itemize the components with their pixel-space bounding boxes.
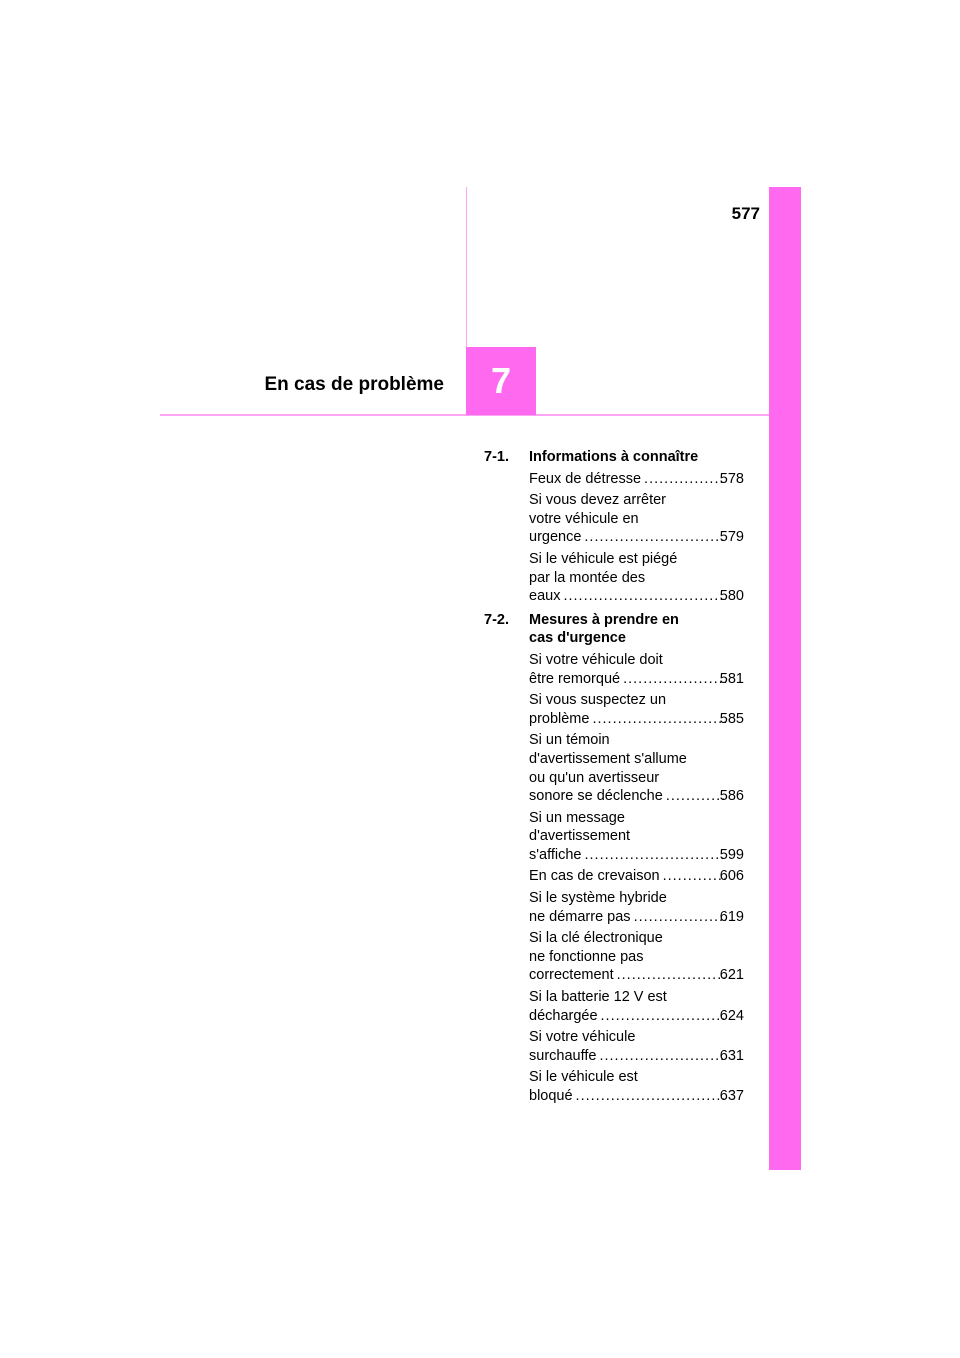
entry-page-number: 619	[719, 908, 744, 925]
entry-text-line: En cas de crevaison	[529, 868, 660, 885]
entry-text-line: Si le véhicule est	[529, 1069, 638, 1086]
entry-page-number: 621	[719, 967, 744, 984]
section-title	[529, 448, 744, 467]
section-number: 7-2.	[484, 611, 509, 628]
entry-page-number: 624	[719, 1007, 744, 1024]
dot-leader	[576, 1087, 726, 1106]
toc-entry[interactable]	[529, 1028, 744, 1065]
entry-text-line: Si un message	[529, 809, 625, 826]
entry-text-line: eaux	[529, 588, 561, 605]
toc-entry[interactable]	[529, 988, 744, 1025]
entry-last-line	[529, 1007, 744, 1026]
toc-entry[interactable]	[529, 889, 744, 926]
entry-last-line	[529, 1047, 744, 1066]
entry-text-line: ne démarre pas	[529, 908, 631, 925]
entry-text-line: Si la clé électronique	[529, 930, 663, 947]
toc-entry[interactable]	[529, 929, 744, 985]
entry-text-line: correctement	[529, 967, 614, 984]
entry-text-line: déchargée	[529, 1007, 598, 1024]
entry-text-line: votre véhicule en	[529, 510, 639, 527]
entry-text-line: problème	[529, 710, 590, 727]
entry-text-line: sonore se déclenche	[529, 788, 663, 805]
entry-last-line	[529, 966, 744, 985]
entry-last-line	[529, 908, 744, 927]
entry-text-line: Si la batterie 12 V est	[529, 989, 667, 1006]
toc-entry[interactable]	[529, 491, 744, 547]
dot-leader	[666, 787, 726, 806]
dot-leader	[592, 710, 725, 729]
table-of-contents	[484, 448, 744, 1109]
entry-text-line: Feux de détresse	[529, 470, 642, 487]
toc-entry[interactable]	[529, 470, 744, 489]
chapter-title: En cas de problème	[264, 374, 444, 395]
entry-page-number: 586	[719, 788, 744, 805]
toc-entry[interactable]	[529, 550, 744, 606]
toc-entry[interactable]	[529, 1068, 744, 1105]
entry-page-number: 637	[719, 1088, 744, 1104]
dot-leader	[584, 846, 725, 865]
dot-leader	[563, 587, 725, 606]
toc-section-heading[interactable]	[484, 448, 744, 467]
entry-text-line: Si vous suspectez un	[529, 692, 667, 709]
toc-entry[interactable]	[529, 651, 744, 688]
entry-text-line: surchauffe	[529, 1047, 597, 1064]
entry-text-line: ou qu'un avertisseur	[529, 769, 660, 786]
dot-leader	[644, 470, 726, 489]
entry-last-line	[529, 710, 744, 729]
toc-entry[interactable]	[529, 867, 744, 886]
dot-leader	[623, 670, 726, 689]
entry-last-line	[529, 528, 744, 547]
entry-last-line	[529, 867, 744, 886]
entry-text-line: urgence	[529, 529, 582, 546]
section-title	[529, 611, 744, 648]
entry-text-line: Si votre véhicule doit	[529, 651, 663, 668]
entry-text-line: être remorqué	[529, 670, 621, 687]
dot-leader	[599, 1047, 725, 1066]
chapter-number-box: 7	[466, 347, 536, 415]
section-title-line: Informations à connaître	[529, 449, 699, 465]
entry-page-number: 580	[719, 588, 744, 605]
entry-page-number: 631	[719, 1047, 744, 1064]
section-title-line: cas d'urgence	[529, 630, 626, 647]
dot-leader	[617, 966, 726, 985]
dot-leader	[634, 908, 726, 927]
toc-entry[interactable]	[529, 731, 744, 805]
horizontal-rule	[160, 414, 769, 416]
entry-text-line: Si un témoin	[529, 732, 610, 749]
entry-text-line: ne fonctionne pas	[529, 948, 644, 965]
dot-leader	[663, 867, 726, 886]
entry-text-line: d'avertissement	[529, 828, 631, 845]
entry-last-line	[529, 846, 744, 865]
entry-last-line	[529, 1087, 744, 1106]
page-number: 577	[731, 204, 760, 223]
toc-entry[interactable]	[529, 691, 744, 728]
entry-text-line: par la montée des	[529, 569, 646, 586]
entry-text-line: Si votre véhicule	[529, 1029, 636, 1046]
entry-page-number: 579	[719, 529, 744, 546]
section-number: 7-1.	[484, 449, 509, 465]
dot-leader	[584, 528, 725, 547]
vertical-rule	[466, 187, 467, 347]
entry-text-line: d'avertissement s'allume	[529, 750, 687, 767]
toc-entry[interactable]	[529, 809, 744, 865]
entry-last-line	[529, 587, 744, 606]
dot-leader	[601, 1007, 726, 1026]
entry-text-line: bloqué	[529, 1088, 573, 1104]
entry-last-line	[529, 787, 744, 806]
entry-text-line: s'affiche	[529, 846, 582, 863]
entry-page-number: 581	[719, 670, 744, 687]
toc-section-heading[interactable]	[484, 611, 744, 648]
entry-last-line	[529, 470, 744, 489]
entry-page-number: 585	[719, 710, 744, 727]
entry-last-line	[529, 670, 744, 689]
entry-text-line: Si le véhicule est piégé	[529, 550, 678, 567]
entry-page-number: 578	[719, 470, 744, 487]
chapter-side-tab	[769, 187, 801, 1170]
section-title-line: Mesures à prendre en	[529, 611, 679, 628]
entry-text-line: Si le système hybride	[529, 890, 667, 907]
entry-text-line: Si vous devez arrêter	[529, 492, 667, 509]
entry-page-number: 599	[719, 846, 744, 863]
entry-page-number: 606	[719, 868, 744, 885]
